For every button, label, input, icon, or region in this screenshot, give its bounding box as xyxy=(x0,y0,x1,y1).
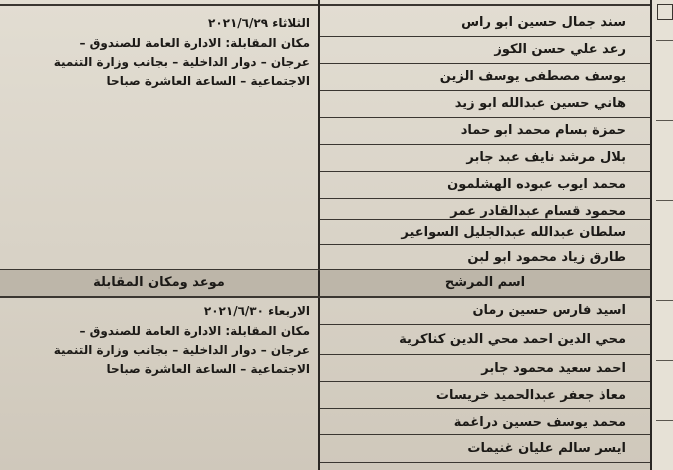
interview-place-line: مكان المقابلة: الادارة العامة للصندوق – xyxy=(79,36,310,50)
candidate-name: هاني حسين عبدالله ابو زيد xyxy=(454,96,626,111)
candidate-name: محمد ايوب عبوده الهشلمون xyxy=(447,177,626,192)
adjacent-column-rule xyxy=(656,40,673,41)
interview-place-line: عرجان – دوار الداخلية – بجانب وزارة التنمية xyxy=(53,55,310,69)
row-divider xyxy=(320,324,650,325)
candidate-name: ايسر سالم عليان غنيمات xyxy=(467,441,626,456)
candidate-name: رعد علي حسن الكوز xyxy=(494,42,626,57)
adjacent-column-rule xyxy=(656,360,673,361)
interview-place-line: عرجان – دوار الداخلية – بجانب وزارة التنمية xyxy=(53,343,310,357)
header-interview-time-place: موعد ومكان المقابلة xyxy=(0,270,318,296)
adjacent-column-edge xyxy=(652,0,673,470)
candidate-name: محمود قسام عبدالقادر عمر xyxy=(450,204,626,219)
header-candidate-name: اسم المرشح xyxy=(320,270,650,296)
adjacent-column-rule xyxy=(656,300,673,301)
adjacent-column-rule xyxy=(656,200,673,201)
candidate-name: طارق زياد محمود ابو لبن xyxy=(467,250,626,265)
candidate-name: يوسف مصطفى يوسف الزين xyxy=(439,69,626,84)
interview-place-line: الاجتماعية – الساعة العاشرة صباحا xyxy=(106,74,310,88)
interview-schedule xyxy=(18,14,310,91)
adjacent-column-rule xyxy=(656,420,673,421)
row-divider xyxy=(320,354,650,355)
interview-date: الثلاثاء ٢٠٢١/٦/٢٩ xyxy=(208,16,310,30)
candidate-name: سند جمال حسين ابو راس xyxy=(461,15,626,30)
interview-date: الاربعاء ٢٠٢١/٦/٣٠ xyxy=(203,304,310,318)
interview-schedule xyxy=(18,302,310,379)
row-divider xyxy=(320,462,650,463)
candidate-name: حمزة بسام محمد ابو حماد xyxy=(460,123,626,138)
adjacent-column-rule xyxy=(656,120,673,121)
candidate-name: محي الدين احمد محي الدين كناكرية xyxy=(399,332,626,347)
row-divider xyxy=(320,381,650,382)
candidate-name: اسيد فارس حسين رمان xyxy=(472,303,626,318)
interview-place-line: مكان المقابلة: الادارة العامة للصندوق – xyxy=(79,324,310,338)
interview-place-line: الاجتماعية – الساعة العاشرة صباحا xyxy=(106,362,310,376)
adjacent-column-box xyxy=(657,4,673,20)
row-divider xyxy=(320,434,650,435)
candidate-name: احمد سعيد محمود جابر xyxy=(481,361,626,376)
row-divider xyxy=(320,408,650,409)
candidate-name: بلال مرشد نايف عبد جابر xyxy=(466,150,626,165)
candidate-name: محمد يوسف حسين دراغمة xyxy=(453,415,626,430)
candidate-name: معاذ جعفر عبدالحميد خريسات xyxy=(435,388,626,403)
table-top-border xyxy=(0,4,650,6)
candidate-name: سلطان عبدالله عبدالجليل السواعير xyxy=(401,225,626,240)
